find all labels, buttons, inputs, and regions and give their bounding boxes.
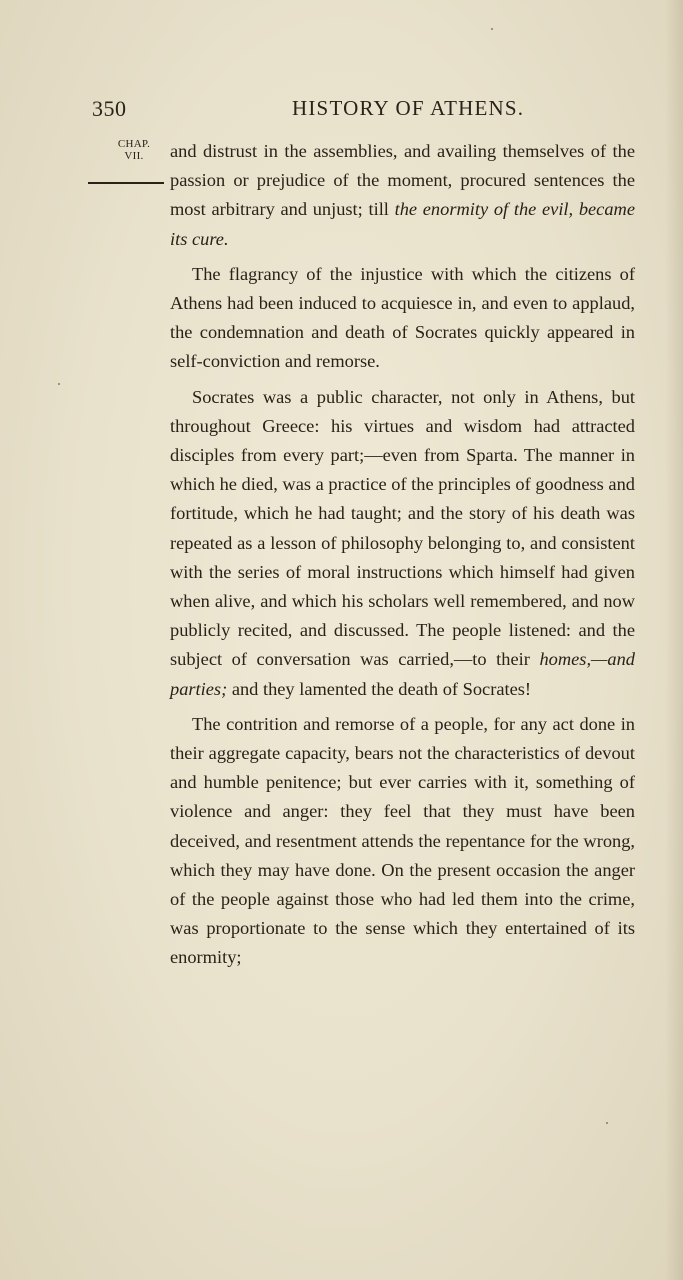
paragraph-3 <box>170 383 635 704</box>
paragraph-3-tail: and they lamented the death of Socrates! <box>227 678 532 699</box>
paragraph-3-italic: homes,—and parties; <box>170 649 635 699</box>
paragraph-4 <box>170 710 635 973</box>
paragraph-2-text: The flagrancy of the injustice with which the citizens of Athens had been induced to acquiesce in, and even to applaud, the condemnation and death of Socrates quickly appeared in self-conviction and remorse. <box>170 263 635 372</box>
side-rule <box>88 182 164 184</box>
paragraph-3-text: Socrates was a public character, not only in Athens, but throughout Greece: his virtues and wisdom had attracted disciples from every part;—even from Sparta. The manner in which he died, was a practice of the principles of goodness and fortitude, which he had taught; and the story of his death was repeated as a lesson of philosophy belonging to, and consistent with the series of moral instructions which himself had given when alive, and which his scholars well remembered, and now publicly recited, and discussed. The people listened: and the subject of conversation was carried,—to their <box>170 386 635 670</box>
chapter-number: VII. <box>124 150 144 162</box>
page-header <box>92 96 542 126</box>
paper-speck <box>606 1122 608 1124</box>
paper-speck <box>491 28 493 30</box>
paper-speck <box>58 383 60 385</box>
chapter-side-note <box>104 138 164 162</box>
paragraph-1 <box>170 137 635 254</box>
paragraph-2 <box>170 260 635 377</box>
paragraph-1-italic: the enormity of the evil, became its cure. <box>170 199 635 249</box>
paragraph-1-text: and distrust in the assemblies, and availing themselves of the passion or prejudice of the moment, procured sentences the most arbitrary and unjust; till <box>170 141 635 220</box>
chapter-label: CHAP. <box>117 138 151 150</box>
page-number: 350 <box>92 96 127 121</box>
paragraph-4-text: The contrition and remorse of a people, for any act done in their aggregate capacity, bears not the characteristics of devout and humble penitence; but ever carries with it, something of violence and anger: they feel that they must have been deceived, and resentment attends the repentance for the wrong, which they may have done. On the present occasion the anger of the people against those who had led them into the crime, was proportionate to the sense which they entertained of its enormity; <box>170 713 635 968</box>
running-head: HISTORY OF ATHENS. <box>292 96 525 120</box>
page-edge-shadow <box>665 0 683 1280</box>
body-text <box>170 137 635 973</box>
